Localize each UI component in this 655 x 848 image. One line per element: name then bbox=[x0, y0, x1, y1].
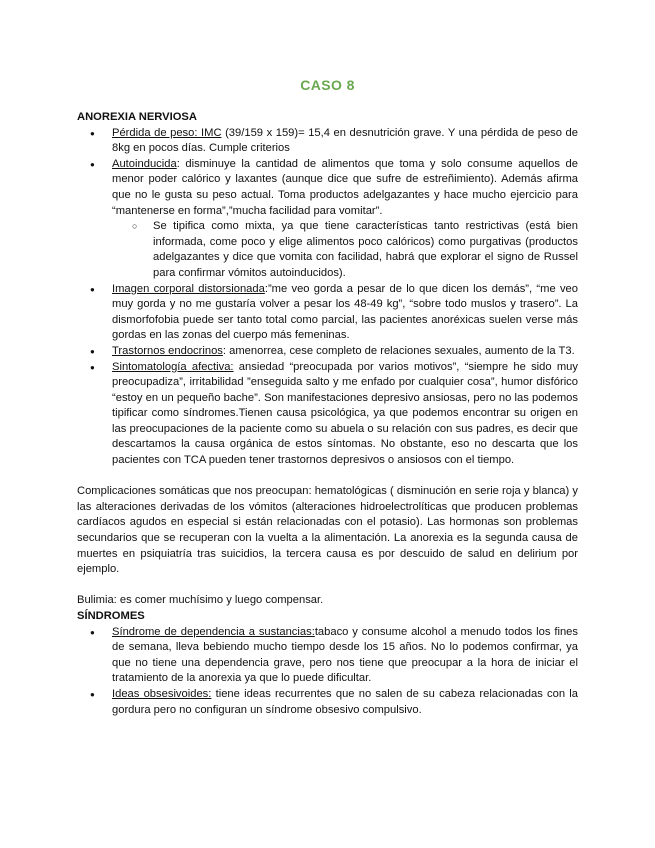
page-title: CASO 8 bbox=[300, 77, 355, 93]
spacer bbox=[77, 469, 578, 485]
item-label: Ideas obsesivoides: bbox=[112, 687, 212, 700]
complicaciones-paragraph: Complicaciones somáticas que nos preocupan: hematológicas ( disminución en serie roja y blanca) y las alteraciones derivadas de los vómitos (alteraciones hidroelectrolíticas que producen problemas cardíacos agudos en especial si están relacionadas con el potasio). Las hormonas son problemas secundarios que se recuperan con la vuelta a la alimentación. La anorexia es la segunda causa de muertes en psiquiatría tras suicidios, la tercera causa es por descuido de salud en delirium por ejemplo. bbox=[77, 485, 578, 576]
item-text: :”me veo gorda a pesar de lo que dicen los demás”, “me veo muy gorda y no me gustaría volver a pesar los 48-49 kg”, “sobre todo muslos y trasero”. La dismorfofobia puede ser tanto total como parcial, las pacientes anoréxicas suelen verse más gordas en las zonas del cuerpo más femeninas. bbox=[112, 282, 578, 342]
item-text: (39/159 x 159)= 15,4 en desnutrición grave. Y una pérdida de peso de 8kg en pocos días. Cumple criterios bbox=[112, 126, 578, 155]
list-item bbox=[77, 157, 578, 219]
list-item bbox=[77, 687, 578, 718]
list-item bbox=[77, 625, 578, 687]
sub-list-item: ○ Se tipifica como mixta, ya que tiene características tanto restrictivas (está bien informada, come poco y elige alimentos poco calóricos) como purgativas (productos adelgazantes y dice que vomita con facilidad, habrá que explorar el signo de Russel para confirmar vómitos autoinducidos). bbox=[77, 219, 578, 281]
list-item bbox=[77, 126, 578, 157]
list-item bbox=[77, 344, 578, 360]
item-label: Autoinducida bbox=[112, 157, 177, 170]
section-heading-sindromes: SÍNDROMES bbox=[77, 610, 145, 622]
list-item bbox=[77, 282, 578, 344]
item-label: Pérdida de peso: IMC bbox=[112, 126, 222, 139]
item-text: : disminuye la cantidad de alimentos que toma y solo consume aquellos de menor poder calórico y laxantes (aunque dice que sufre de estreñimiento). Además afirma que no le gusta su peso actual. Toma productos adelgazantes y hace mucho ejercicio para “mantenerse en forma”,”mucha facilidad para vomitar”. bbox=[112, 157, 578, 217]
item-text: tabaco y consume alcohol a menudo todos los fines de semana, lleva bebiendo mucho tiempo desde los 15 años. No lo podemos confirmar, ya que no tiene una dependencia grave, pero nos tiene que preocupar a la hora de iniciar el tratamiento de la anorexia ya que lo puede dificultar. bbox=[112, 625, 578, 685]
section-heading-anorexia: ANOREXIA NERVIOSA bbox=[77, 111, 197, 123]
anorexia-criteria-list bbox=[77, 126, 578, 469]
item-text: tiene ideas recurrentes que no salen de su cabeza relacionadas con la gordura pero no configuran un síndrome obsesivo compulsivo. bbox=[112, 687, 579, 716]
document-body bbox=[77, 110, 578, 718]
list-item bbox=[77, 360, 578, 469]
sindromes-list bbox=[77, 625, 578, 719]
item-label: Síndrome de dependencia a sustancias: bbox=[112, 625, 315, 638]
item-label: Imagen corporal distorsionada bbox=[112, 282, 265, 295]
item-text: ansiedad “preocupada por varios motivos”, “siempre he sido muy preocupadiza”, irritabilidad ”enseguida salto y me enfado por cualquier cosa”, humor disfórico “estoy en un pequeño bache”. Son manifestaciones depresivo ansiosas, pero no las podemos tipificar como síndromes.Tienen causa psicológica, ya que podemos encontrar su origen en las preocupaciones de la paciente como su abuela o su relación con sus padres, es decir que descartamos la causa orgánica de estos síntomas. No obstante, eso no descarta que los pacientes con TCA pueden tener trastornos depresivos o ansiosos con el tiempo. bbox=[112, 360, 578, 467]
item-text: : amenorrea, cese completo de relaciones sexuales, aumento de la T3. bbox=[222, 344, 575, 357]
spacer bbox=[77, 578, 578, 594]
item-label: Sintomatología afectiva: bbox=[112, 360, 234, 373]
item-label: Trastornos endocrinos bbox=[112, 344, 223, 357]
bulimia-line: Bulimia: es comer muchísimo y luego compensar. bbox=[77, 594, 324, 607]
